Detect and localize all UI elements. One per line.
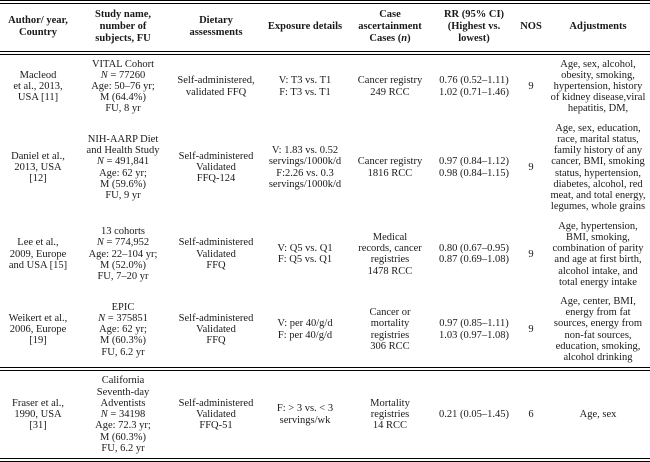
col-header-dietary: Dietary assessments [170,2,262,53]
cell-case: Mortality registries 14 RCC [348,369,432,460]
cell-adjustments: Age, center, BMI, energy from fat sources, energy from non-fat sources, education, smoking, alcohol drinking [553,295,643,364]
col-header-case: Case ascertainment Cases (n) [348,2,432,53]
cell-adjustments: Age, sex [546,369,650,460]
col-header-exposure: Exposure details [262,2,348,53]
cell-exposure: V: 1.83 vs. 0.52 servings/1000k/d F:2.26 vs. 0.3 servings/1000k/d [268,145,342,190]
cell-case: Cancer or mortality registries 306 RCC [369,307,411,352]
cell-study: NIH-AARP Diet and Health Study N = 491,841 Age: 62 yr; M (59.6%) FU, 9 yr [86,133,160,202]
cell-dietary: Self-administered Validated FFQ-124 [178,150,254,185]
table-row [0,217,650,292]
cell-case: Cancer registry 1816 RCC [357,156,423,179]
cell-author: Macleod et al., 2013, USA [11] [13,69,63,104]
cell-nos: 9 [528,324,534,336]
cell-adjustments: Age, sex, education, race, marital status, family history of any cancer, BMI, smoking status, hypertension, diabetes, alcohol, red meat, and total energy, legumes, whole grains [550,122,646,213]
cell-study: VITAL Cohort N = 77260 Age: 50–76 yr; M (64.4%) FU, 8 yr [91,58,155,115]
cell-rr: 0.80 (0.67–0.95) 0.87 (0.69–1.08) [439,243,509,266]
cell-dietary: Self-administered Validated FFQ [178,237,254,271]
table-row [0,119,650,217]
cell-nos: 9 [528,80,534,92]
cell-exposure: F: > 3 vs. < 3 servings/wk [262,369,348,460]
cell-case: Medical records, cancer registries 1478 RCC [358,231,422,277]
cell-study: EPIC N = 375851 Age: 62 yr; M (60.3%) FU, 6.2 yr [98,301,148,358]
cell-rr: 0.21 (0.05–1.45) [432,369,516,460]
col-header-study: Study name, number of subjects, FU [76,2,170,53]
cell-dietary: Self-administered, validated FFQ [177,75,255,98]
header-row [0,2,650,53]
cell-dietary: Self-administered Validated FFQ [178,312,254,347]
cell-nos: 6 [516,369,546,460]
cell-study: 13 cohorts N = 774,952 Age: 22–104 yr; M (52.0%) FU, 7–20 yr [88,226,158,283]
cell-rr: 0.76 (0.52–1.11) 1.02 (0.71–1.46) [439,75,509,98]
cell-author: Fraser et al., 1990, USA [31] [0,369,76,460]
cell-exposure: V: per 40/g/d F: per 40/g/d [277,318,333,341]
cell-author: Lee et al., 2009, Europe and USA [15] [8,237,68,271]
table-header [0,2,650,53]
cell-rr: 0.97 (0.85–1.11) 1.03 (0.97–1.08) [439,318,509,341]
table-row [0,369,650,460]
table-row [0,53,650,119]
cell-nos: 9 [528,248,534,260]
cell-nos: 9 [528,162,534,173]
cell-study: California Seventh-day Adventists N = 34198 Age: 72.3 yr; M (60.3%) FU, 6.2 yr [76,369,170,460]
cell-case: Cancer registry 249 RCC [357,75,423,98]
cell-exposure: V: Q5 vs. Q1 F: Q5 vs. Q1 [277,243,333,266]
cell-adjustments: Age, sex, alcohol, obesity, smoking, hypertension, history of kidney disease,viral hepatitis, DM, [550,58,646,115]
cell-adjustments: Age, hypertension, BMI, smoking, combination of parity and age at first birth, alcohol intake, and total energy intake [552,220,644,288]
table-row [0,292,650,369]
cell-exposure: V: T3 vs. T1 F: T3 vs. T1 [278,75,332,98]
cell-dietary: Self-administered Validated FFQ-51 [170,369,262,460]
col-header-author: Author/ year, Country [0,2,76,53]
table-body [0,53,650,461]
cell-author: Daniel et al., 2013, USA [12] [11,150,65,185]
cell-rr: 0.97 (0.84–1.12) 0.98 (0.84–1.15) [439,156,509,179]
col-header-rr: RR (95% CI) (Highest vs. lowest) [432,2,516,53]
cell-author: Weikert et al., 2006, Europe [19] [8,312,68,347]
col-header-adjustments: Adjustments [546,2,650,53]
col-header-nos: NOS [516,2,546,53]
